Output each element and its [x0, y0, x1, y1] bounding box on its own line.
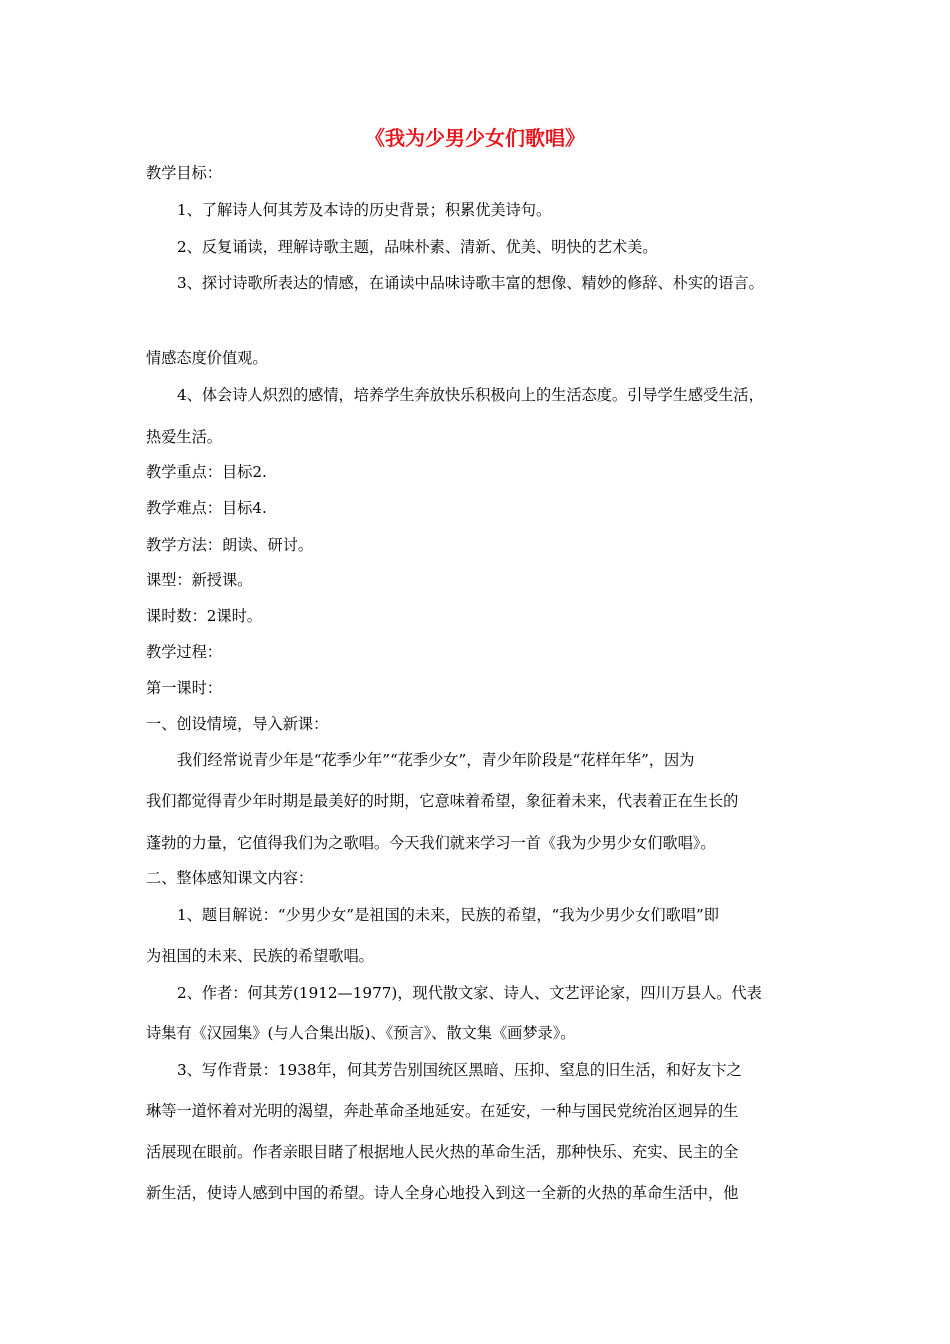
background-line-1: 3、写作背景：1938年，何其芳告别国统区黑暗、压抑、窒息的旧生活，和好友卞之 — [177, 1061, 742, 1079]
objective-4-line-1: 4、体会诗人炽烈的感情，培养学生奔放快乐积极向上的生活态度。引导学生感受生活， — [177, 386, 764, 404]
teaching-method: 教学方法：朗读、研讨。 — [146, 536, 314, 554]
lesson-type: 课型：新授课。 — [146, 571, 253, 589]
background-line-2: 琳等一道怀着对光明的渴望，奔赴革命圣地延安。在延安，一种与国民党统治区迥异的生 — [146, 1102, 739, 1120]
background-line-3: 活展现在眼前。作者亲眼目睹了根据地人民火热的革命生活，那种快乐、充实、民主的全 — [146, 1143, 739, 1161]
objective-3: 3、探讨诗歌所表达的情感，在诵读中品味诗歌丰富的想像、精妙的修辞、朴实的语言。 — [177, 274, 764, 292]
author-line-2: 诗集有《汉园集》(与人合集出版)、《预言》、散文集《画梦录》。 — [146, 1024, 576, 1042]
heading-objectives: 教学目标： — [146, 164, 222, 182]
objective-4-line-2: 热爱生活。 — [146, 428, 222, 446]
intro-paragraph-line-3: 蓬勃的力量，它值得我们为之歌唱。今天我们就来学习一首《我为少男少女们歌唱》。 — [146, 834, 716, 852]
heading-first-lesson: 第一课时： — [146, 679, 222, 697]
title-explanation-line-2: 为祖国的未来、民族的希望歌唱。 — [146, 947, 374, 965]
heading-process: 教学过程： — [146, 643, 222, 661]
intro-paragraph-line-2: 我们都觉得青少年时期是最美好的时期，它意味着希望，象征着未来，代表着正在生长的 — [146, 792, 739, 810]
teaching-difficulty: 教学难点：目标4. — [146, 499, 267, 517]
background-line-4: 新生活，使诗人感到中国的希望。诗人全身心地投入到这一全新的火热的革命生活中，他 — [146, 1184, 739, 1202]
heading-emotion-values: 情感态度价值观。 — [146, 349, 268, 367]
intro-paragraph-line-1: 我们经常说青少年是“花季少年”“花季少女”，青少年阶段是“花样年华”，因为 — [177, 751, 695, 769]
objective-2: 2、反复诵读，理解诗歌主题，品味朴素、清新、优美、明快的艺术美。 — [177, 238, 658, 256]
section-1-heading: 一、创设情境，导入新课： — [146, 715, 329, 733]
lesson-hours: 课时数：2课时。 — [146, 607, 262, 625]
teaching-focus: 教学重点：目标2. — [146, 463, 267, 481]
objective-1: 1、了解诗人何其芳及本诗的历史背景；积累优美诗句。 — [177, 201, 552, 219]
title-explanation-line-1: 1、题目解说：“少男少女”是祖国的未来，民族的希望，“我为少男少女们歌唱”即 — [177, 906, 719, 924]
document-title: 《我为少男少女们歌唱》 — [365, 126, 585, 150]
author-line-1: 2、作者：何其芳(1912—1977)，现代散文家、诗人、文艺评论家，四川万县人。代表 — [177, 984, 762, 1002]
section-2-heading: 二、整体感知课文内容： — [146, 869, 314, 887]
